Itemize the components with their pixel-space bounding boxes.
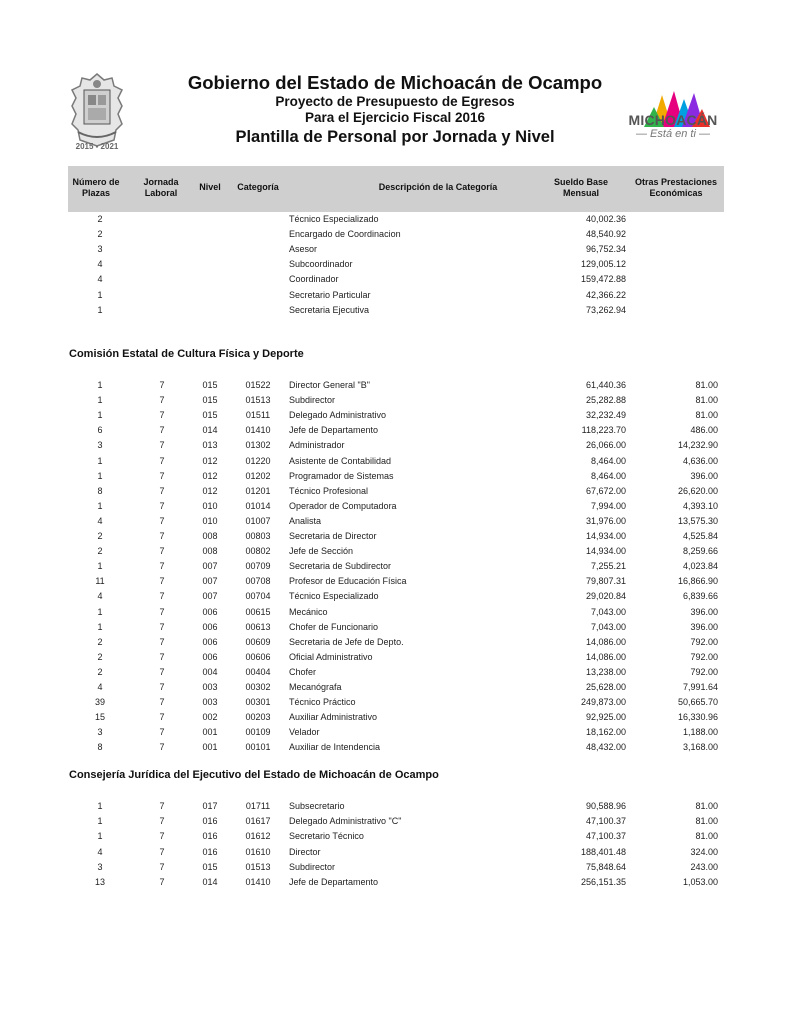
cell-jor: 7 [159,531,165,541]
cell-desc: Delegado Administrativo "C" [289,816,402,827]
cell-otras: 4,393.10 [682,500,718,511]
cell-sueldo: 14,934.00 [585,531,626,541]
cell-otras: 8,259.66 [682,546,718,557]
cell-cat: 00301 [245,697,271,708]
cell-niv: 006 [202,636,218,647]
cell-otras: 396.00 [690,621,718,632]
cell-num: 1 [97,470,103,481]
cell-num: 39 [94,697,105,708]
cell-desc: Secretaria de Jefe de Depto. [289,636,404,647]
cell-niv: 015 [202,861,218,872]
cell-sueldo: 29,020.84 [585,591,626,602]
cell-sueldo: 7,043.00 [590,606,626,617]
cell-otras: 6,839.66 [682,591,718,602]
cell-desc: Asistente de Contabilidad [289,455,392,466]
cell-desc: Jefe de Sección [289,546,354,557]
cell-desc: Director [289,846,321,857]
cell-num: 2 [97,636,103,647]
cell-desc: Velador [289,727,320,738]
cell-otras: 396.00 [690,606,718,617]
cell-desc: Jefe de Departamento [289,877,379,887]
cell-jor: 7 [159,591,165,602]
cell-sueldo: 13,238.00 [585,666,626,677]
table-row [0,410,791,425]
cell-cat: 00404 [245,666,271,677]
cell-niv: 015 [202,410,218,421]
cell-jor: 7 [159,410,165,421]
cell-otras: 4,525.84 [682,531,718,541]
cell-desc: Administrador [289,440,345,451]
cell-jor: 7 [159,395,165,406]
cell-niv: 003 [202,697,218,708]
table-row [0,395,791,410]
cell-sueldo: 90,588.96 [585,801,626,811]
table-row: 4 Subcoordinador 129,005.12 [97,259,626,269]
table-row [0,456,791,471]
cell-num: 4 [97,515,103,526]
cell-jor: 7 [159,666,165,677]
cell-otras: 3,168.00 [682,742,718,753]
cell-niv: 006 [202,651,218,662]
cell-num: 13 [94,877,105,887]
table-row [0,546,791,561]
cell-sueldo: 249,873.00 [580,697,626,708]
cell-otras: 396.00 [690,470,718,481]
cell-cat: 01201 [245,485,271,496]
cell-sueldo: 32,232.49 [585,410,626,421]
cell-sueldo: 7,994.00 [590,500,626,511]
cell-jor: 7 [159,712,165,723]
cell-otras: 81.00 [695,410,718,421]
cell-sueldo: 26,066.00 [585,440,626,451]
table-row [0,561,791,576]
cell-sueldo: 256,151.35 [580,877,626,887]
cell-jor: 7 [159,846,165,857]
cell-jor: 7 [159,651,165,662]
cell-sueldo: 47,100.37 [585,831,626,842]
cell-cat: 01511 [245,410,271,421]
cell-jor: 7 [159,515,165,526]
cell-cat: 00615 [245,606,271,617]
cell-num: 3 [97,727,103,738]
table-row [0,607,791,622]
cell-niv: 008 [202,546,218,557]
cell-niv: 006 [202,606,218,617]
table-row [0,471,791,486]
cell-cat: 00709 [245,561,271,572]
cell-cat: 00708 [245,576,271,587]
cell-num: 1 [97,410,103,421]
col-header-categoria: Categoría [237,182,279,192]
cell-cat: 00609 [245,636,271,647]
cell-otras: 486.00 [690,425,718,436]
table-row [0,862,791,877]
cell-cat: 01202 [245,470,271,481]
cell-cat: 01612 [245,831,271,842]
cell-sueldo: 188,401.48 [580,846,626,857]
table-row [0,440,791,455]
cell-num: 2 [97,546,103,557]
cell-num: 6 [97,425,103,436]
cell-jor: 7 [159,455,165,466]
cell-niv: 001 [202,742,218,753]
table-row [0,622,791,637]
cell-num: 1 [97,561,103,572]
cell-desc: Analista [289,515,322,526]
cell-sueldo: 25,628.00 [585,682,626,692]
cell-desc: Operador de Computadora [289,500,397,511]
cell-num: 4 [97,591,103,602]
cell-otras: 1,188.00 [682,727,718,738]
col-header-sueldo: Sueldo Base Mensual [553,177,609,198]
table-row [0,697,791,712]
cell-otras: 16,330.96 [677,712,718,723]
logo-tagline: — Está en ti — [636,128,710,140]
cell-num: 1 [97,831,103,842]
cell-otras: 792.00 [690,636,718,647]
cell-otras: 14,232.90 [677,440,718,451]
cell-sueldo: 79,807.31 [585,576,626,587]
cell-niv: 016 [202,831,218,842]
cell-jor: 7 [159,801,165,811]
cell-num: 1 [97,380,103,390]
cell-otras: 81.00 [695,816,718,827]
table-row [0,831,791,846]
cell-desc: Chofer [289,666,317,677]
table-row [0,380,791,395]
cell-num: 11 [95,576,105,587]
cell-desc: Técnico Práctico [289,697,356,708]
cell-otras: 16,866.90 [677,576,718,587]
cell-niv: 010 [202,500,218,511]
col-header-descripcion: Descripción de la Categoría [378,182,498,192]
subtitle-fiscal-year: Para el Ejercicio Fiscal 2016 [304,110,486,125]
cell-num: 2 [97,531,103,541]
page-title: Gobierno del Estado de Michoacán de Ocampo [187,72,603,93]
table-row [0,877,791,892]
cell-jor: 7 [159,682,165,692]
cell-num: 3 [97,440,103,451]
cell-desc: Profesor de Educación Física [289,576,407,587]
table-row: 1 Secretaria Ejecutiva 73,262.94 [97,305,626,315]
cell-cat: 01513 [245,861,271,872]
cell-desc: Mecánico [289,606,328,617]
cell-jor: 7 [159,425,165,436]
cell-desc: Técnico Especializado [289,591,379,602]
cell-cat: 01513 [245,395,271,406]
cell-otras: 792.00 [690,666,718,677]
cell-niv: 007 [202,576,218,587]
table-row: 2 Encargado de Coordinacion 48,540.92 [97,229,626,239]
table-row [0,576,791,591]
cell-cat: 00109 [245,727,271,738]
cell-desc: Subsecretario [289,801,345,811]
cell-niv: 015 [202,395,218,406]
cell-desc: Auxiliar Administrativo [289,712,378,723]
table-row [0,742,791,757]
cell-desc: Subdirector [289,395,336,406]
cell-sueldo: 75,848.64 [585,861,626,872]
cell-sueldo: 7,043.00 [590,621,626,632]
cell-num: 1 [97,500,103,511]
cell-niv: 016 [202,846,218,857]
cell-otras: 4,023.84 [682,561,718,572]
cell-cat: 00613 [245,621,271,632]
cell-jor: 7 [159,561,165,572]
table-row [0,425,791,440]
table-row [0,816,791,831]
cell-jor: 7 [159,606,165,617]
cell-desc: Chofer de Funcionario [289,621,379,632]
cell-sueldo: 14,086.00 [585,636,626,647]
cell-cat: 01610 [245,846,271,857]
cell-otras: 13,575.30 [677,515,718,526]
cell-cat: 01522 [245,380,271,390]
cell-sueldo: 31,976.00 [585,515,626,526]
cell-jor: 7 [159,470,165,481]
cell-desc: Jefe de Departamento [289,425,379,436]
cell-jor: 7 [159,621,165,632]
table-row: 3 Asesor 96,752.34 [97,244,626,254]
cell-otras: 4,636.00 [682,455,718,466]
cell-cat: 01014 [245,500,271,511]
cell-otras: 1,053.00 [682,877,718,887]
cell-cat: 00704 [245,591,271,602]
cell-desc: Subdirector [289,861,336,872]
table-row [0,801,791,816]
cell-desc: Secretaria de Subdirector [289,561,392,572]
cell-desc: Director General "B" [289,380,370,390]
cell-num: 1 [97,801,103,811]
cell-jor: 7 [159,500,165,511]
cell-niv: 002 [202,712,218,723]
cell-jor: 7 [159,742,165,753]
table-header [68,166,724,212]
cell-sueldo: 92,925.00 [585,712,626,723]
cell-num: 1 [97,395,103,406]
cell-niv: 016 [202,816,218,827]
table-row [0,501,791,516]
cell-niv: 012 [202,470,218,481]
cell-cat: 00101 [245,742,271,753]
logo-wordmark: MICHOACÁN [628,112,718,128]
cell-desc: Auxiliar de Intendencia [289,742,381,753]
cell-num: 1 [97,455,103,466]
cell-cat: 01617 [245,816,271,827]
cell-desc: Técnico Profesional [289,485,369,496]
cell-sueldo: 47,100.37 [585,816,626,827]
cell-jor: 7 [159,485,165,496]
table-row [0,516,791,531]
cell-niv: 010 [202,515,218,526]
cell-otras: 81.00 [695,395,718,406]
table-row [0,486,791,501]
section-title-cultura-fisica: Comisión Estatal de Cultura Física y Deporte [69,348,304,360]
cell-sueldo: 8,464.00 [590,455,626,466]
cell-niv: 006 [202,621,218,632]
cell-sueldo: 7,255.21 [590,561,626,572]
cell-num: 3 [97,861,103,872]
cell-cat: 00802 [245,546,271,557]
cell-cat: 00203 [245,712,271,723]
cell-otras: 81.00 [695,801,718,811]
cell-jor: 7 [159,636,165,647]
cell-cat: 01302 [245,440,271,451]
table-row [0,682,791,697]
cell-cat: 01410 [245,877,271,887]
table-row [0,652,791,667]
cell-niv: 008 [202,531,218,541]
table-row: 4 Coordinador 159,472.88 [97,274,626,284]
cell-niv: 003 [202,682,218,692]
cell-sueldo: 14,086.00 [585,651,626,662]
cell-cat: 01711 [245,801,271,811]
subtitle-staff-template: Plantilla de Personal por Jornada y Nivel [235,128,555,146]
cell-jor: 7 [159,861,165,872]
table-row [0,712,791,727]
cell-sueldo: 18,162.00 [585,727,626,738]
cell-num: 15 [94,712,105,723]
cell-cat: 01410 [245,425,271,436]
cell-num: 1 [97,606,103,617]
table-row [0,531,791,546]
cell-otras: 50,665.70 [677,697,718,708]
col-header-num: Número de Plazas [72,177,120,198]
subtitle-budget: Proyecto de Presupuesto de Egresos [275,94,515,109]
table-row [0,727,791,742]
table-row [0,591,791,606]
cell-niv: 004 [202,666,218,677]
cell-jor: 7 [159,546,165,557]
seal-years: 2015 - 2021 [75,142,119,151]
cell-num: 8 [97,742,103,753]
cell-num: 1 [97,621,103,632]
cell-jor: 7 [159,831,165,842]
cell-niv: 001 [202,727,218,738]
cell-niv: 014 [202,877,218,887]
cell-jor: 7 [159,380,165,390]
cell-num: 4 [97,846,103,857]
cell-sueldo: 61,440.36 [585,380,626,390]
cell-niv: 007 [202,591,218,602]
cell-niv: 013 [202,440,218,451]
table-row [0,667,791,682]
cell-jor: 7 [159,816,165,827]
cell-cat: 01007 [245,515,271,526]
cell-num: 1 [97,816,103,827]
cell-jor: 7 [159,877,165,887]
cell-otras: 81.00 [695,380,718,390]
document-header [150,72,640,148]
cell-niv: 014 [202,425,218,436]
cell-cat: 01220 [245,455,271,466]
cell-jor: 7 [159,697,165,708]
cell-otras: 81.00 [695,831,718,842]
cell-sueldo: 118,223.70 [581,425,626,436]
cell-niv: 015 [202,380,218,390]
cell-niv: 007 [202,561,218,572]
cell-niv: 012 [202,455,218,466]
table-row [0,637,791,652]
cell-desc: Delegado Administrativo [289,410,387,421]
cell-otras: 792.00 [690,651,718,662]
cell-desc: Secretaria de Director [289,531,377,541]
cell-sueldo: 8,464.00 [590,470,626,481]
cell-num: 2 [97,651,103,662]
cell-niv: 017 [202,801,218,811]
cell-niv: 012 [202,485,218,496]
cell-desc: Mecanógrafa [289,682,342,692]
cell-sueldo: 48,432.00 [585,742,626,753]
cell-otras: 26,620.00 [677,485,718,496]
cell-sueldo: 67,672.00 [585,485,626,496]
cell-jor: 7 [159,440,165,451]
cell-desc: Oficial Administrativo [289,651,373,662]
cell-sueldo: 14,934.00 [585,546,626,557]
cell-otras: 243.00 [690,861,718,872]
cell-num: 4 [97,682,103,692]
col-header-jornada: Jornada Laboral [143,177,179,198]
cell-desc: Secretario Técnico [289,831,364,842]
cell-otras: 7,991.64 [682,682,718,692]
cell-cat: 00606 [245,651,271,662]
cell-jor: 7 [159,576,165,587]
cell-desc: Programador de Sistemas [289,470,394,481]
cell-cat: 00302 [245,682,271,692]
table-row: 2 Técnico Especializado 40,002.36 [97,214,626,224]
cell-cat: 00803 [245,531,271,541]
table-row: 1 Secretario Particular 42,366.22 [97,290,626,300]
section-title-consejeria-juridica: Consejería Jurídica del Ejecutivo del Estado de Michoacán de Ocampo [69,769,439,781]
cell-otras: 324.00 [690,846,718,857]
cell-num: 2 [97,666,103,677]
cell-num: 8 [97,485,103,496]
cell-jor: 7 [159,727,165,738]
col-header-otras: Otras Prestaciones Económicas [634,177,718,198]
col-header-nivel: Nivel [199,182,221,192]
table-row [0,847,791,862]
cell-sueldo: 25,282.88 [585,395,626,406]
